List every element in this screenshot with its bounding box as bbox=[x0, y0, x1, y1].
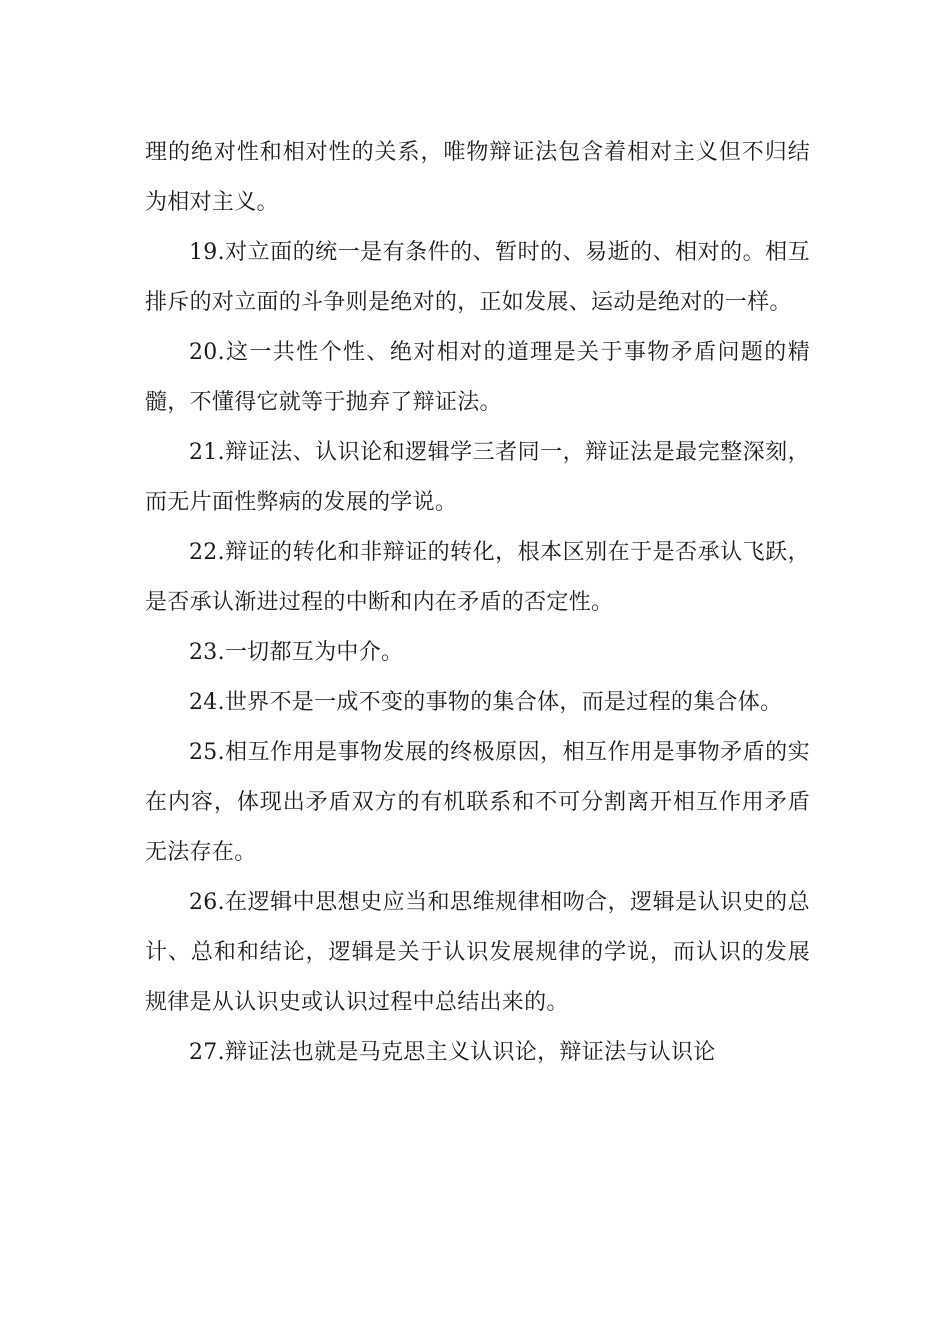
paragraph-25: 25.相互作用是事物发展的终极原因，相互作用是事物矛盾的实在内容，体现出矛盾双方的有机联系和不可分割离开相互作用矛盾无法存在。 bbox=[145, 740, 810, 865]
paragraph-21: 21.辩证法、认识论和逻辑学三者同一，辩证法是最完整深刻，而无片面性弊病的发展的学说。 bbox=[145, 440, 810, 515]
paragraph-24: 24.世界不是一成不变的事物的集合体，而是过程的集合体。 bbox=[189, 690, 783, 715]
paragraph-23: 23.一切都互为中介。 bbox=[189, 640, 404, 665]
paragraph-27: 27.辩证法也就是马克思主义认识论，辩证法与认识论 bbox=[189, 1040, 716, 1065]
document-page bbox=[145, 128, 810, 1078]
paragraph-continuation: 理的绝对性和相对性的关系，唯物辩证法包含着相对主义但不归结为相对主义。 bbox=[145, 140, 810, 215]
paragraph-20: 20.这一共性个性、绝对相对的道理是关于事物矛盾问题的精髓，不懂得它就等于抛弃了辩证法。 bbox=[145, 340, 810, 415]
paragraph-19: 19.对立面的统一是有条件的、暂时的、易逝的、相对的。相互排斥的对立面的斗争则是绝对的，正如发展、运动是绝对的一样。 bbox=[145, 240, 810, 315]
paragraph-26: 26.在逻辑中思想史应当和思维规律相吻合，逻辑是认识史的总计、总和和结论，逻辑是关于认识发展规律的学说，而认识的发展规律是从认识史或认识过程中总结出来的。 bbox=[145, 890, 810, 1015]
paragraph-22: 22.辩证的转化和非辩证的转化，根本区别在于是否承认飞跃，是否承认渐进过程的中断和内在矛盾的否定性。 bbox=[145, 540, 810, 615]
